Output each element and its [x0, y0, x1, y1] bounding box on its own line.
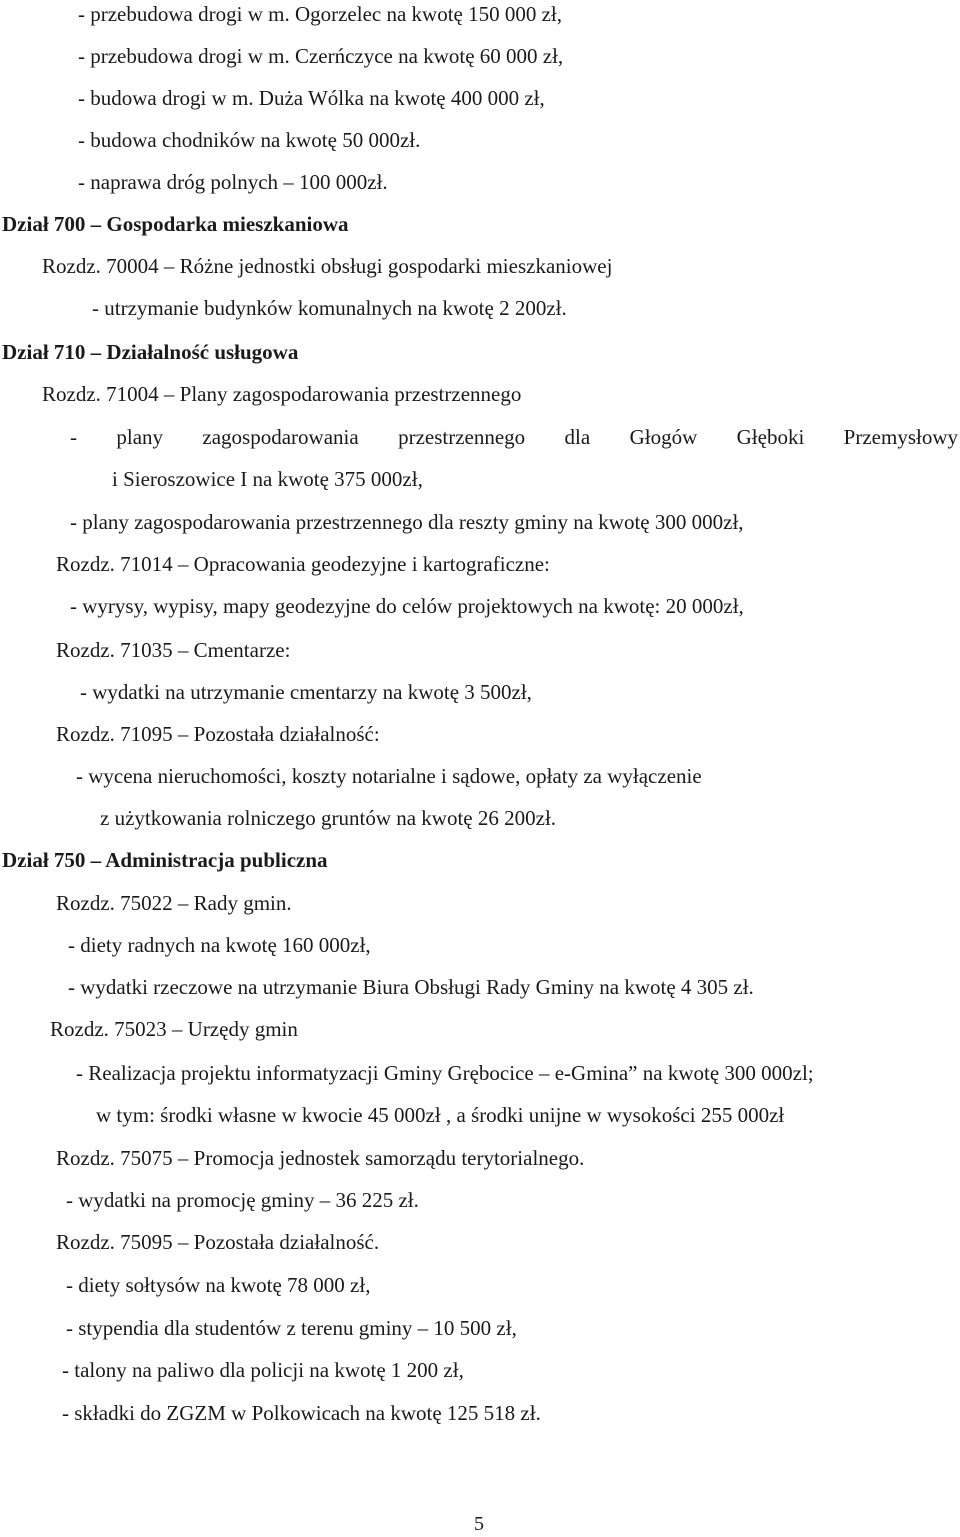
section-heading: Dział 750 – Administracja publiczna [2, 848, 328, 872]
list-item: - przebudowa drogi w m. Czerńczyce na kwotę 60 000 zł, [78, 44, 564, 68]
list-item: - diety sołtysów na kwotę 78 000 zł, [66, 1273, 371, 1297]
list-item: - utrzymanie budynków komunalnych na kwotę 2 200zł. [92, 296, 567, 320]
list-item-continuation: i Sieroszowice I na kwotę 375 000zł, [112, 467, 423, 491]
list-item: - budowa drogi w m. Duża Wólka na kwotę 400 000 zł, [78, 86, 545, 110]
list-item-continuation: w tym: środki własne w kwocie 45 000zł , a środki unijne w wysokości 255 000zł [96, 1103, 785, 1127]
subsection-heading: Rozdz. 75075 – Promocja jednostek samorządu terytorialnego. [56, 1146, 585, 1170]
list-item: - wydatki na promocję gminy – 36 225 zł. [66, 1188, 419, 1212]
subsection-heading: Rozdz. 71035 – Cmentarze: [56, 638, 291, 662]
list-item: - diety radnych na kwotę 160 000zł, [68, 933, 371, 957]
subsection-heading: Rozdz. 71014 – Opracowania geodezyjne i kartograficzne: [56, 552, 550, 576]
list-item: - wyrysy, wypisy, mapy geodezyjne do celów projektowych na kwotę: 20 000zł, [70, 594, 744, 618]
list-item: - Realizacja projektu informatyzacji Gminy Grębocice – e-Gmina” na kwotę 300 000zl; [76, 1061, 814, 1085]
list-item: - plany zagospodarowania przestrzennego dla Głogów Głęboki Przemysłowy [70, 425, 958, 449]
section-heading: Dział 710 – Działalność usługowa [2, 340, 299, 364]
subsection-heading: Rozdz. 75023 – Urzędy gmin [50, 1017, 298, 1041]
section-heading: Dział 700 – Gospodarka mieszkaniowa [2, 212, 349, 236]
list-item: - budowa chodników na kwotę 50 000zł. [78, 128, 421, 152]
list-item: - wydatki rzeczowe na utrzymanie Biura Obsługi Rady Gminy na kwotę 4 305 zł. [68, 975, 754, 999]
list-item: - wycena nieruchomości, koszty notarialne i sądowe, opłaty za wyłączenie [76, 764, 702, 788]
list-item: - wydatki na utrzymanie cmentarzy na kwotę 3 500zł, [80, 680, 532, 704]
subsection-heading: Rozdz. 71004 – Plany zagospodarowania przestrzennego [42, 382, 522, 406]
page-number: 5 [474, 1513, 484, 1535]
subsection-heading: Rozdz. 70004 – Różne jednostki obsługi gospodarki mieszkaniowej [42, 254, 613, 278]
list-item: - plany zagospodarowania przestrzennego dla reszty gminy na kwotę 300 000zł, [70, 510, 744, 534]
list-item: - stypendia dla studentów z terenu gminy – 10 500 zł, [66, 1316, 517, 1340]
list-item: - talony na paliwo dla policji na kwotę 1 200 zł, [62, 1358, 464, 1382]
list-item: - przebudowa drogi w m. Ogorzelec na kwotę 150 000 zł, [78, 2, 563, 26]
subsection-heading: Rozdz. 75022 – Rady gmin. [56, 891, 292, 915]
subsection-heading: Rozdz. 75095 – Pozostała działalność. [56, 1230, 380, 1254]
list-item: - składki do ZGZM w Polkowicach na kwotę 125 518 zł. [62, 1401, 541, 1425]
subsection-heading: Rozdz. 71095 – Pozostała działalność: [56, 722, 380, 746]
list-item-continuation: z użytkowania rolniczego gruntów na kwotę 26 200zł. [100, 806, 557, 830]
list-item: - naprawa dróg polnych – 100 000zł. [78, 170, 388, 194]
